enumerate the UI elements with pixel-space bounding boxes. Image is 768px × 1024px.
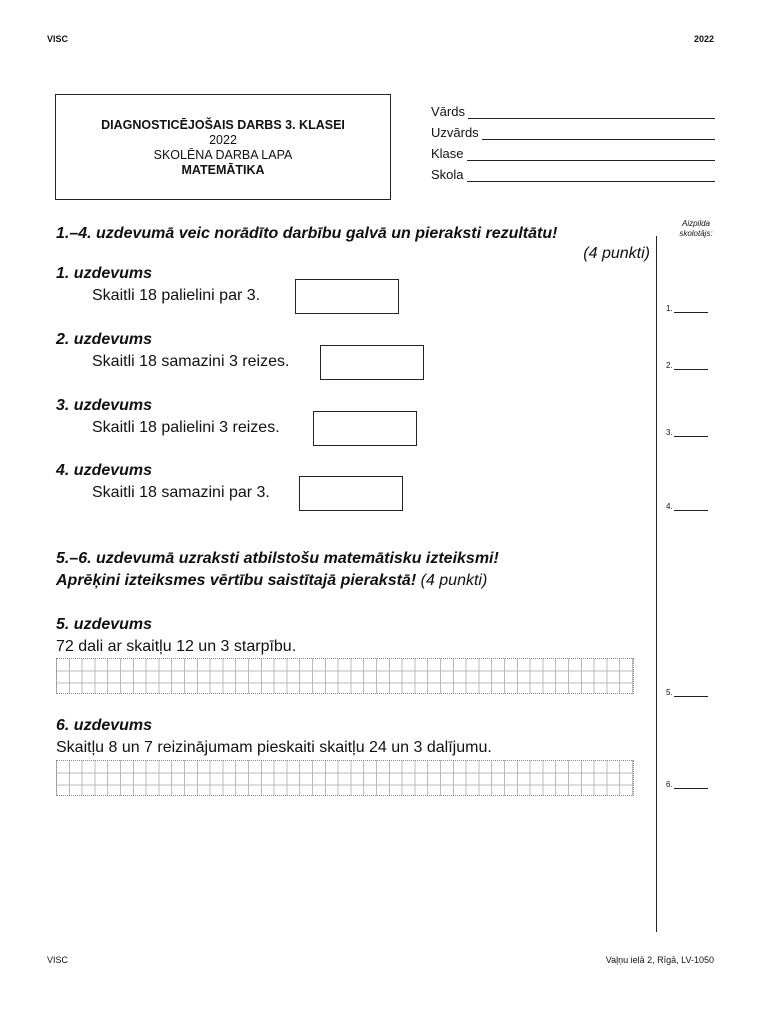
task2-answer-box[interactable] <box>320 345 424 380</box>
task5-text: 72 dali ar skaitļu 12 un 3 starpību. <box>56 638 297 655</box>
score-6-line[interactable] <box>674 780 708 789</box>
task4-answer-box[interactable] <box>299 476 403 511</box>
score-2-label: 2. <box>666 361 673 370</box>
footer-org: VISC <box>47 955 69 965</box>
field-uzvards-line[interactable] <box>482 125 715 140</box>
task4-title: 4. uzdevums <box>56 462 153 479</box>
section1-points: (4 punkti) <box>583 245 650 262</box>
title-line2: 2022 <box>209 133 237 147</box>
title-line1: DIAGNOSTICĒJOŠAIS DARBS 3. KLASEI <box>101 118 345 132</box>
section2-heading2: Aprēķini izteiksmes vērtību saistītajā pierakstā! <box>56 572 417 589</box>
section2-heading1: 5.–6. uzdevumā uzraksti atbilstošu matemātisku izteiksmi! <box>56 550 499 567</box>
score-1-label: 1. <box>666 304 673 313</box>
task2-title: 2. uzdevums <box>56 331 153 348</box>
score-2[interactable] <box>666 361 708 370</box>
score-3[interactable] <box>666 428 708 437</box>
task3-answer-box[interactable] <box>313 411 417 446</box>
field-vards-label: Vārds <box>431 104 465 119</box>
title-line3: SKOLĒNA DARBA LAPA <box>153 148 293 162</box>
score-5-line[interactable] <box>674 688 708 697</box>
header-year: 2022 <box>693 34 714 44</box>
task1-answer-box[interactable] <box>295 279 399 314</box>
task5-title: 5. uzdevums <box>56 616 153 633</box>
task6-text: Skaitļu 8 un 7 reizinājumam pieskaiti skaitļu 24 un 3 dalījumu. <box>56 739 492 756</box>
field-uzvards[interactable] <box>431 120 715 140</box>
score-4-label: 4. <box>666 502 673 511</box>
score-4-line[interactable] <box>674 502 708 511</box>
task6-grid[interactable] <box>56 760 634 796</box>
task3-title: 3. uzdevums <box>56 397 153 414</box>
teacher-column-label <box>664 219 728 239</box>
field-klase-label: Klase <box>431 146 464 161</box>
title-box <box>55 94 391 200</box>
field-skola[interactable] <box>431 162 715 182</box>
task5-grid[interactable] <box>56 658 634 694</box>
field-klase[interactable] <box>431 141 715 161</box>
task2-text: Skaitli 18 samazini 3 reizes. <box>92 353 290 370</box>
task4-text: Skaitli 18 samazini par 3. <box>92 484 270 501</box>
footer-address: Vaļņu ielā 2, Rīgā, LV-1050 <box>605 955 714 965</box>
score-1[interactable] <box>666 304 708 313</box>
header-org: VISC <box>47 34 69 44</box>
score-3-line[interactable] <box>674 428 708 437</box>
section1-heading: 1.–4. uzdevumā veic norādīto darbību galvā un pieraksti rezultātu! <box>56 225 558 242</box>
field-vards-line[interactable] <box>468 104 715 119</box>
field-vards[interactable] <box>431 99 715 119</box>
score-5-label: 5. <box>666 688 673 697</box>
score-4[interactable] <box>666 502 708 511</box>
task6-title: 6. uzdevums <box>56 717 153 734</box>
task3-text: Skaitli 18 palielini 3 reizes. <box>92 419 280 436</box>
task1-title: 1. uzdevums <box>56 265 153 282</box>
score-5[interactable] <box>666 688 708 697</box>
teacher-column-divider <box>656 236 657 932</box>
section2-heading2-row <box>56 572 487 590</box>
section2-points: (4 punkti) <box>420 572 488 589</box>
field-skola-label: Skola <box>431 167 464 182</box>
score-6-label: 6. <box>666 780 673 789</box>
score-6[interactable] <box>666 780 708 789</box>
field-uzvards-label: Uzvārds <box>431 125 479 140</box>
score-1-line[interactable] <box>674 304 708 313</box>
teacher-label-line1: Aizpilda <box>681 219 710 228</box>
score-2-line[interactable] <box>674 361 708 370</box>
title-line4: MATEMĀTIKA <box>181 163 265 177</box>
teacher-label-line2: skolotājs: <box>679 229 713 238</box>
field-skola-line[interactable] <box>467 167 715 182</box>
field-klase-line[interactable] <box>467 146 715 161</box>
score-3-label: 3. <box>666 428 673 437</box>
task1-text: Skaitli 18 palielini par 3. <box>92 287 261 304</box>
